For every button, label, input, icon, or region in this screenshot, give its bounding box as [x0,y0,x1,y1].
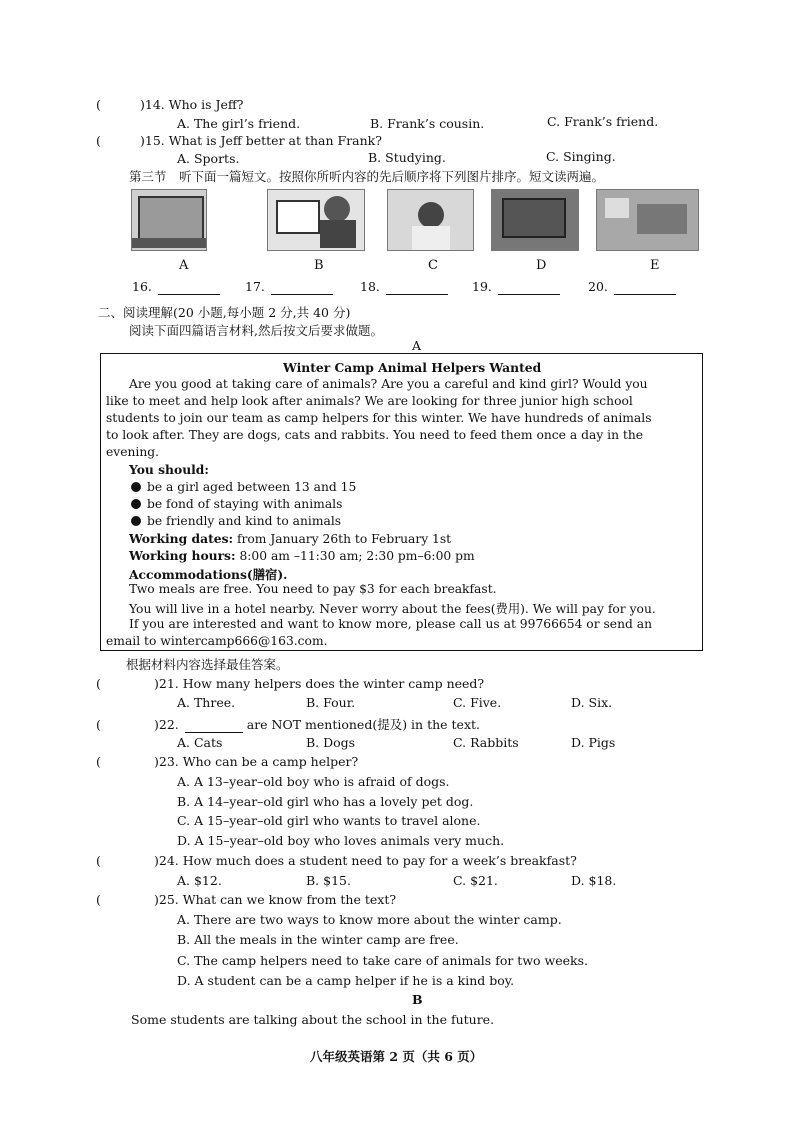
q21-option-a[interactable]: A. Three. [177,695,236,710]
answer-paren[interactable]: ( [96,97,101,112]
dates-label: Working dates: [129,531,234,546]
blank-number: 18. [360,279,380,294]
answer-paren[interactable]: ( [96,754,101,769]
part-a-label: A [412,338,422,353]
answer-blank[interactable] [271,279,333,295]
working-hours [129,548,475,563]
q24-option-a[interactable]: A. $12. [177,873,222,888]
contact-line-1: If you are interested and want to know more, please call us at 99766654 or send an [129,617,653,631]
answer-paren[interactable]: ( [96,717,101,732]
question-stem: )23. Who can be a camp helper? [154,754,359,769]
q23-option-a[interactable]: A. A 13–year–old boy who is afraid of dogs. [177,774,450,789]
bullet-icon [131,499,141,509]
question-number: )22. [154,717,179,732]
q21-option-d[interactable]: D. Six. [571,695,613,710]
hours-label: Working hours: [129,548,236,563]
hotel-line: You will live in a hotel nearby. Never worry about the fees(费用). We will pay for you. [129,602,656,616]
passage-line-5: evening. [106,445,160,459]
q23-option-c[interactable]: C. A 15–year–old girl who wants to travel alone. [177,813,481,828]
q25-option-d[interactable]: D. A student can be a camp helper if he is a kind boy. [177,973,515,988]
passage-line-2: like to meet and help look after animals? We are looking for three junior high school [106,394,633,408]
q22-option-a[interactable]: A. Cats [177,735,223,750]
picture-b-boy-computer [267,189,365,251]
q15-option-c[interactable]: C. Singing. [546,149,616,164]
q22-option-c[interactable]: C. Rabbits [453,735,519,750]
q25-option-a[interactable]: A. There are two ways to know more about the winter camp. [177,912,562,927]
q25-option-b[interactable]: B. All the meals in the winter camp are free. [177,932,459,947]
q22-option-b[interactable]: B. Dogs [306,735,356,750]
blank-20[interactable] [588,279,676,295]
question-24 [96,853,577,868]
q15-option-b[interactable]: B. Studying. [368,150,446,165]
question-stem: )14. Who is Jeff? [140,97,244,112]
question-14 [96,97,244,112]
answer-blank[interactable] [614,279,676,295]
blank-number: 19. [472,279,492,294]
picture-d-screen [491,189,579,251]
blank-19[interactable] [472,279,560,295]
blank-number: 16. [132,279,152,294]
question-stem: )21. How many helpers does the winter camp need? [154,676,485,691]
picture-label-e: E [650,258,660,273]
answer-blank[interactable] [386,279,448,295]
should-label: You should: [129,462,209,477]
meals-line: Two meals are free. You need to pay $3 for each breakfast. [129,582,497,596]
section-3-instruction: 第三节 听下面一篇短文。按照你所听内容的先后顺序将下列图片排序。短文读两遍。 [129,169,605,184]
question-23 [96,754,358,769]
reading-instruction: 阅读下面四篇语言材料,然后按文后要求做题。 [129,323,383,338]
dates-value: from January 26th to February 1st [233,532,452,546]
q14-option-b[interactable]: B. Frank’s cousin. [370,116,485,131]
working-dates [129,531,451,546]
blank-18[interactable] [360,279,448,295]
q21-option-b[interactable]: B. Four. [306,695,356,710]
part-b-intro: Some students are talking about the school in the future. [131,1012,495,1027]
contact-line-2: email to wintercamp666@163.com. [106,634,328,648]
bullet-3 [131,514,341,528]
picture-label-d: D [536,258,547,273]
q23-option-d[interactable]: D. A 15–year–old boy who loves animals very much. [177,833,505,848]
question-stem: )24. How much does a student need to pay for a week’s breakfast? [154,853,577,868]
answer-blank[interactable] [185,717,243,733]
question-22 [96,715,480,733]
question-25 [96,892,396,907]
picture-label-a: A [179,258,189,273]
passage-line-4: to look after. They are dogs, cats and rabbits. You need to feed them once a day in the [106,428,644,442]
choose-instruction: 根据材料内容选择最佳答案。 [126,657,289,672]
reading-heading: 二、阅读理解(20 小题,每小题 2 分,共 40 分) [98,305,351,320]
picture-label-c: C [428,258,438,273]
question-stem: are NOT mentioned(提及) in the text. [242,717,480,732]
q21-option-c[interactable]: C. Five. [453,695,502,710]
question-21 [96,676,484,691]
picture-label-b: B [314,258,324,273]
bullet-icon [131,516,141,526]
part-b-label: B [412,992,423,1007]
answer-paren[interactable]: ( [96,853,101,868]
answer-blank[interactable] [498,279,560,295]
q24-option-d[interactable]: D. $18. [571,873,617,888]
bullet-text: be fond of staying with animals [147,497,343,511]
answer-blank[interactable] [158,279,220,295]
question-15 [96,133,382,148]
picture-c-girl [387,189,474,251]
bullet-text: be a girl aged between 13 and 15 [147,480,357,494]
bullet-icon [131,482,141,492]
blank-17[interactable] [245,279,333,295]
passage-line-3: students to join our team as camp helpers for this winter. We have hundreds of animals [106,411,652,425]
blank-number: 20. [588,279,608,294]
page-footer: 八年级英语第 2 页（共 6 页） [310,1049,483,1064]
q24-option-c[interactable]: C. $21. [453,873,498,888]
picture-a-laptop [131,189,207,251]
q14-option-a[interactable]: A. The girl’s friend. [177,116,301,131]
question-stem: )25. What can we know from the text? [154,892,397,907]
q23-option-b[interactable]: B. A 14–year–old girl who has a lovely pet dog. [177,794,474,809]
blank-number: 17. [245,279,265,294]
answer-paren[interactable]: ( [96,133,101,148]
passage-title: Winter Camp Animal Helpers Wanted [283,360,542,375]
q15-option-a[interactable]: A. Sports. [177,151,240,166]
blank-16[interactable] [132,279,220,295]
passage-line-1: Are you good at taking care of animals? Are you a careful and kind girl? Would you [129,377,648,391]
q14-option-c[interactable]: C. Frank’s friend. [547,114,659,129]
question-stem: )15. What is Jeff better at than Frank? [140,133,382,148]
passage-box [100,353,703,651]
answer-paren[interactable]: ( [96,892,101,907]
hours-value: 8:00 am –11:30 am; 2:30 pm–6:00 pm [235,549,475,563]
answer-paren[interactable]: ( [96,676,101,691]
bullet-text: be friendly and kind to animals [147,514,342,528]
q25-option-c[interactable]: C. The camp helpers need to take care of animals for two weeks. [177,953,588,968]
bullet-1 [131,480,356,494]
q24-option-b[interactable]: B. $15. [306,873,351,888]
picture-e-classroom [596,189,699,251]
accommodations-label: Accommodations(膳宿). [129,567,288,582]
q22-option-d[interactable]: D. Pigs [571,735,616,750]
bullet-2 [131,497,342,511]
